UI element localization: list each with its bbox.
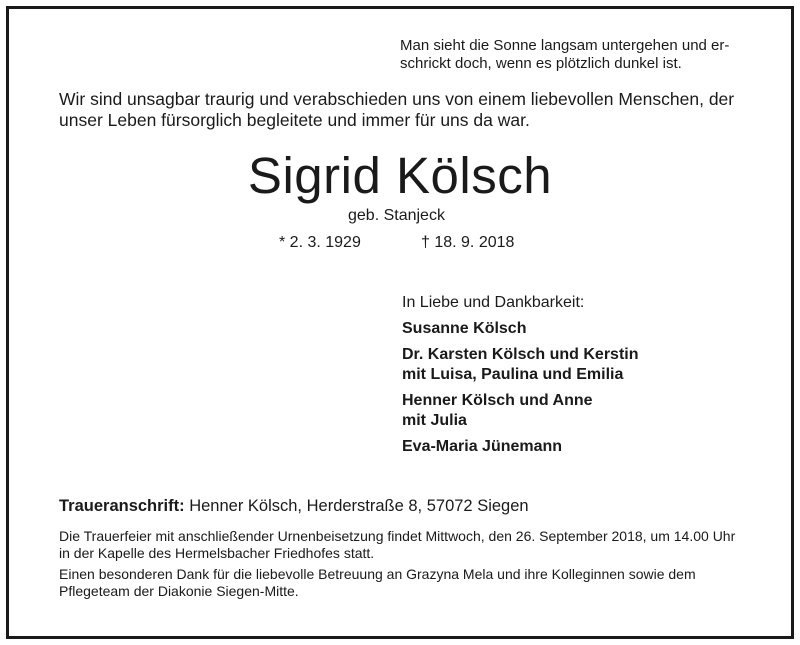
mourner-line: Eva-Maria Jünemann [402,438,563,455]
birth-date: * 2. 3. 1929 [279,234,361,251]
address-value: Henner Kölsch, Herderstraße 8, 57072 Siegen [184,497,529,515]
mourner-line: mit Julia [402,412,467,429]
birth-name: geb. Stanjeck [348,207,445,224]
mourner-group [402,437,639,457]
mourners-list [402,293,639,463]
death-date: † 18. 9. 2018 [421,234,515,251]
motto-line-2: schrickt doch, wenn es plötzlich dunkel ist. [400,55,682,72]
mourning-address [59,496,529,516]
mourner-line: mit Luisa, Paulina und Emilia [402,366,624,383]
motto-quote [400,37,729,73]
funeral-info: Die Trauerfeier mit anschließender Urnenbeisetzung findet Mittwoch, den 26. September 2018, um 14.00 Uhr in der Kapelle des Hermelsbacher Friedhofes statt. [59,528,736,561]
intro-line-1: Wir sind unsagbar traurig und verabschieden uns von einem liebevollen Menschen, der [59,89,735,109]
deceased-name: Sigrid Kölsch [247,147,553,204]
motto-line-1: Man sieht die Sonne langsam untergehen und er- [400,37,730,54]
mourner-group [402,319,639,339]
intro-text [59,89,734,131]
address-label: Traueranschrift: [59,497,185,515]
thanks-note: Einen besonderen Dank für die liebevolle Betreuung an Grazyna Mela und ihre Kolleginnen sowie dem Pflegeteam der Diakonie Siegen-Mitte. [59,566,696,599]
mourner-group [402,345,639,385]
mourners-intro: In Liebe und Dankbarkeit: [402,294,585,311]
mourner-line: Dr. Karsten Kölsch und Kerstin [402,346,639,363]
intro-line-2: unser Leben fürsorglich begleitete und immer für uns da war. [59,110,530,130]
mourner-line: Susanne Kölsch [402,320,527,337]
mourner-line: Henner Kölsch und Anne [402,392,593,409]
mourner-group [402,391,639,431]
funeral-notice [59,528,743,604]
